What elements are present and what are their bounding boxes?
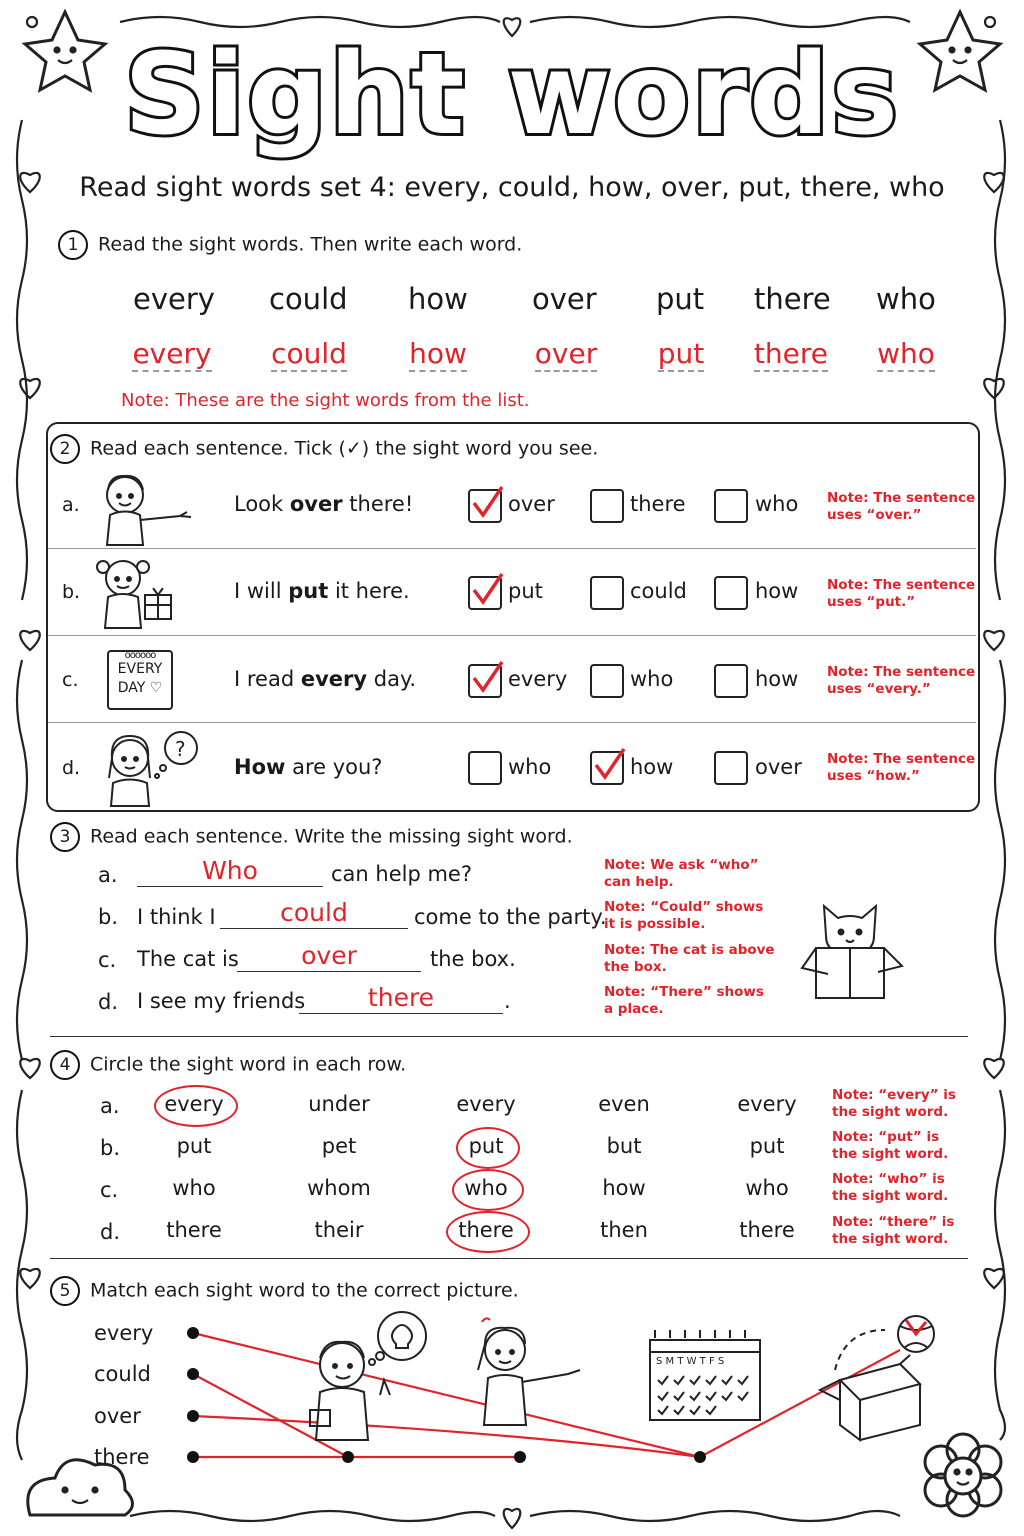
page-title: Sight words: [124, 30, 900, 160]
word-option[interactable]: whom: [307, 1176, 371, 1200]
checkbox-checked[interactable]: [468, 576, 502, 610]
match-line: [193, 1350, 900, 1457]
svg-text:?: ?: [175, 737, 186, 761]
word-option[interactable]: pet: [321, 1134, 357, 1158]
row-note: Note: We ask “who” can help.: [604, 857, 759, 890]
match-dot: [514, 1451, 526, 1463]
checkbox[interactable]: [590, 664, 624, 698]
match-word: every: [94, 1321, 154, 1345]
sentence: I read every day.: [234, 667, 417, 691]
row-note: Note: The sentence uses “how.”: [827, 751, 976, 784]
boy-pointing-icon: [95, 470, 200, 550]
word: over: [532, 282, 597, 316]
checkbox[interactable]: [714, 751, 748, 785]
word-option[interactable]: there: [739, 1218, 795, 1242]
cat-in-box-icon: [798, 898, 910, 1004]
section-2-heading: 2 Read each sentence. Tick (✓) the sight word you see.: [50, 434, 598, 464]
row-note: Note: “There” shows a place.: [604, 984, 764, 1017]
word-option[interactable]: even: [598, 1092, 650, 1116]
checkbox[interactable]: [714, 489, 748, 523]
answer-blank[interactable]: Who: [137, 856, 323, 887]
match-dot: [187, 1410, 199, 1422]
answer-blank[interactable]: there: [299, 983, 503, 1014]
girl-gift-icon: [93, 553, 183, 633]
checkbox-checked[interactable]: [468, 489, 502, 523]
girl-pointing-icon: [478, 1318, 580, 1425]
checkbox[interactable]: [468, 751, 502, 785]
section-5-heading: 5 Match each sight word to the correct picture.: [50, 1276, 519, 1306]
match-dot: [342, 1451, 354, 1463]
word-option[interactable]: there: [458, 1218, 514, 1242]
section-1-heading: 1 Read the sight words. Then write each word.: [58, 230, 522, 260]
answer-blank[interactable]: could: [220, 898, 408, 929]
answer-blank[interactable]: over: [237, 941, 421, 972]
word-option[interactable]: every: [737, 1092, 797, 1116]
row-note: Note: The sentence uses “over.”: [827, 490, 976, 523]
traced-word[interactable]: over: [534, 337, 598, 370]
checkbox[interactable]: [714, 664, 748, 698]
word: how: [408, 282, 468, 316]
checkbox-checked[interactable]: [590, 751, 624, 785]
word-option[interactable]: who: [172, 1176, 216, 1200]
sentence: Look over there!: [234, 492, 414, 516]
svg-text:S M T W T F S: S M T W T F S: [656, 1356, 725, 1367]
section-3-heading: 3 Read each sentence. Write the missing sight word.: [50, 822, 573, 852]
word-option[interactable]: there: [166, 1218, 222, 1242]
calendar-icon: [650, 1330, 760, 1420]
row-note: Note: “every” is the sight word.: [832, 1087, 956, 1120]
checkbox[interactable]: [714, 576, 748, 610]
traced-word[interactable]: how: [409, 337, 467, 370]
match-word: there: [94, 1445, 150, 1469]
matching-area[interactable]: [0, 1300, 1024, 1500]
section-4-heading: 4 Circle the sight word in each row.: [50, 1050, 406, 1080]
word-option[interactable]: under: [308, 1092, 370, 1116]
row-note: Note: “there” is the sight word.: [832, 1214, 955, 1247]
word: put: [656, 282, 705, 316]
word: who: [876, 282, 936, 316]
word-option[interactable]: how: [602, 1176, 646, 1200]
traced-word[interactable]: there: [753, 337, 829, 370]
word-option[interactable]: their: [314, 1218, 364, 1242]
word: there: [754, 282, 831, 316]
match-line: [193, 1333, 700, 1457]
word-option[interactable]: then: [600, 1218, 648, 1242]
match-dot: [187, 1451, 199, 1463]
section-1-note: Note: These are the sight words from the list.: [121, 390, 530, 411]
match-word: over: [94, 1404, 141, 1428]
checkbox[interactable]: [590, 576, 624, 610]
row-note: Note: “who” is the sight word.: [832, 1171, 949, 1204]
checkbox-checked[interactable]: [468, 664, 502, 698]
match-word: could: [94, 1362, 151, 1386]
sentence: I will put it here.: [234, 579, 410, 603]
section-number: 1: [58, 230, 88, 260]
word-option[interactable]: put: [176, 1134, 212, 1158]
traced-word[interactable]: put: [657, 337, 705, 370]
word: could: [269, 282, 348, 316]
calendar-icon: oooooo EVERY DAY ♡: [107, 650, 173, 710]
traced-word[interactable]: who: [877, 337, 935, 370]
traced-word[interactable]: could: [271, 337, 347, 370]
match-dot: [187, 1327, 199, 1339]
row-note: Note: The sentence uses “put.”: [827, 577, 976, 610]
sentence: How are you?: [234, 755, 383, 779]
word-option[interactable]: who: [464, 1176, 508, 1200]
match-dot: [694, 1451, 706, 1463]
traced-word[interactable]: every: [132, 337, 212, 370]
girl-thinking-icon: [95, 728, 205, 808]
row-note: Note: “put” is the sight word.: [832, 1129, 949, 1162]
row-note: Note: The sentence uses “every.”: [827, 664, 976, 697]
word-option[interactable]: who: [745, 1176, 789, 1200]
row-note: Note: The cat is above the box.: [604, 942, 775, 975]
word-option[interactable]: put: [468, 1134, 504, 1158]
word-option[interactable]: but: [606, 1134, 642, 1158]
word-option[interactable]: every: [456, 1092, 516, 1116]
checkbox[interactable]: [590, 489, 624, 523]
page-subtitle: Read sight words set 4: every, could, how, over, put, there, who: [79, 172, 945, 203]
word: every: [133, 282, 215, 316]
row-note: Note: “Could” shows it is possible.: [604, 899, 764, 932]
ball-over-box-icon: [820, 1316, 934, 1440]
word-option[interactable]: every: [164, 1092, 224, 1116]
word-option[interactable]: put: [749, 1134, 785, 1158]
match-dot: [187, 1368, 199, 1380]
